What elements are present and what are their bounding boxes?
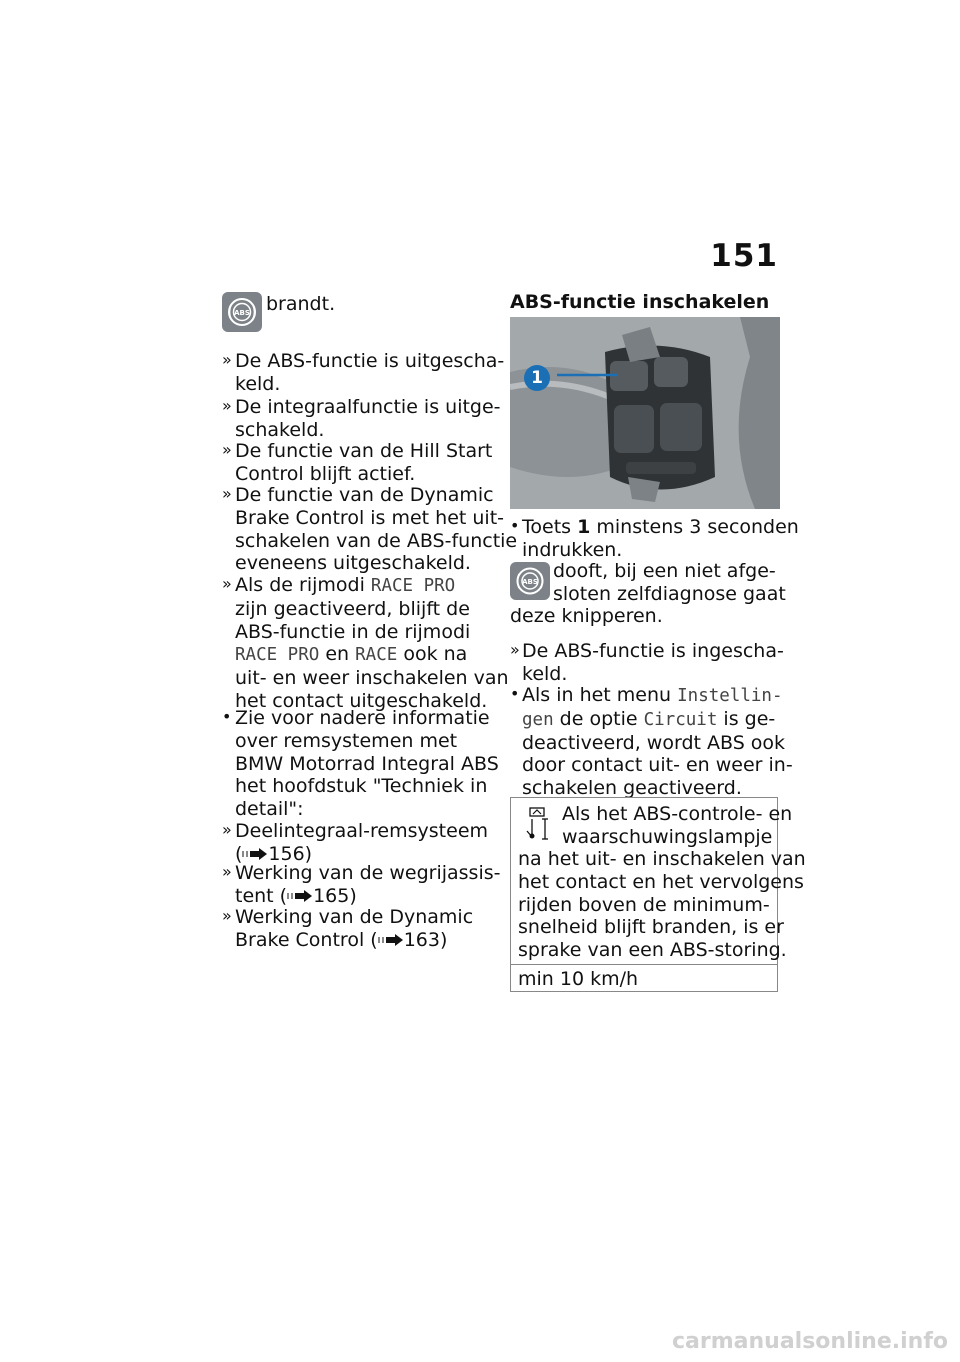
result-arrow: » bbox=[510, 640, 520, 659]
abs-warning-light-icon bbox=[222, 292, 262, 332]
note-text: Als het ABS-controle- en waarschuwingslampje bbox=[562, 803, 793, 848]
dooft-text-cont: deze knipperen. bbox=[510, 605, 663, 627]
dooft-text: dooft, bij een niet afge- sloten zelfdiagnose gaat bbox=[553, 560, 786, 605]
reference-arrow: » bbox=[222, 820, 232, 839]
result-item: De functie van de Dynamic Brake Control is met het uit- schakelen van de ABS-functie eveneens uitgeschakeld. bbox=[235, 484, 518, 575]
result-item: De ABS-functie is uitgescha- keld. bbox=[235, 350, 505, 395]
info-item: Zie voor nadere informatie over remsystemen met BMW Motorrad Integral ABS het hoofdstuk "Techniek in detail": bbox=[235, 707, 499, 821]
result-item: De ABS-functie is ingescha- keld. bbox=[522, 640, 784, 685]
result-arrow: » bbox=[222, 350, 232, 369]
reference-link-dbc[interactable]: Werking van de Dynamic Brake Control ( 163) bbox=[235, 906, 474, 951]
bullet: • bbox=[510, 684, 520, 703]
brandt-text: brandt. bbox=[266, 293, 336, 315]
reference-arrow: » bbox=[222, 862, 232, 881]
reference-arrow: » bbox=[222, 906, 232, 925]
abs-warning-light-icon bbox=[510, 562, 550, 600]
bullet: • bbox=[222, 707, 232, 726]
speedometer-note-icon bbox=[525, 807, 551, 841]
circuit-menu-item: Als in het menu Instellin- gen de optie Circuit is ge- deactiveerd, wordt ABS ook door contact uit- en weer in- schakelen geactiveerd. bbox=[522, 684, 793, 800]
callout-1: 1 bbox=[524, 365, 550, 391]
reference-link-traction[interactable]: Werking van de wegrijassis- tent ( 165) bbox=[235, 862, 501, 907]
page-number: 151 bbox=[710, 238, 778, 274]
minimum-speed-value: min 10 km/h bbox=[518, 968, 639, 990]
page-reference-icon bbox=[378, 933, 404, 947]
result-arrow: » bbox=[222, 484, 232, 503]
page-reference-icon bbox=[242, 847, 268, 861]
switch-cluster-photo bbox=[510, 317, 780, 509]
result-item: De functie van de Hill Start Control blijft actief. bbox=[235, 440, 493, 485]
result-arrow: » bbox=[222, 574, 232, 593]
page-reference-icon bbox=[287, 889, 313, 903]
result-item: De integraalfunctie is uitge- schakeld. bbox=[235, 396, 501, 441]
reference-link-brakes[interactable]: Deelintegraal-remsysteem ( 156) bbox=[235, 820, 489, 865]
svg-text:ABS: ABS bbox=[522, 578, 538, 586]
result-arrow: » bbox=[222, 440, 232, 459]
bullet: • bbox=[510, 516, 520, 535]
svg-text:ABS: ABS bbox=[234, 309, 250, 317]
section-heading: ABS-functie inschakelen bbox=[510, 291, 770, 313]
minimum-speed-note bbox=[510, 797, 806, 992]
race-mode-item: Als de rijmodi RACE PRO zijn geactiveerd, blijft de ABS-functie in de rijmodi RACE PRO en RACE ook na uit- en weer inschakelen van het contact uitgeschakeld. bbox=[235, 574, 509, 712]
result-arrow: » bbox=[222, 396, 232, 415]
watermark: carmanualsonline.info bbox=[672, 1329, 948, 1354]
note-text-cont: na het uit- en inschakelen van het contact en het vervolgens rijden boven de minimum- snelheid blijft branden, is er sprake van een ABS-storing. bbox=[518, 848, 806, 962]
step-press-button: Toets 1 minstens 3 seconden indrukken. bbox=[522, 516, 799, 561]
note-divider bbox=[511, 964, 777, 965]
